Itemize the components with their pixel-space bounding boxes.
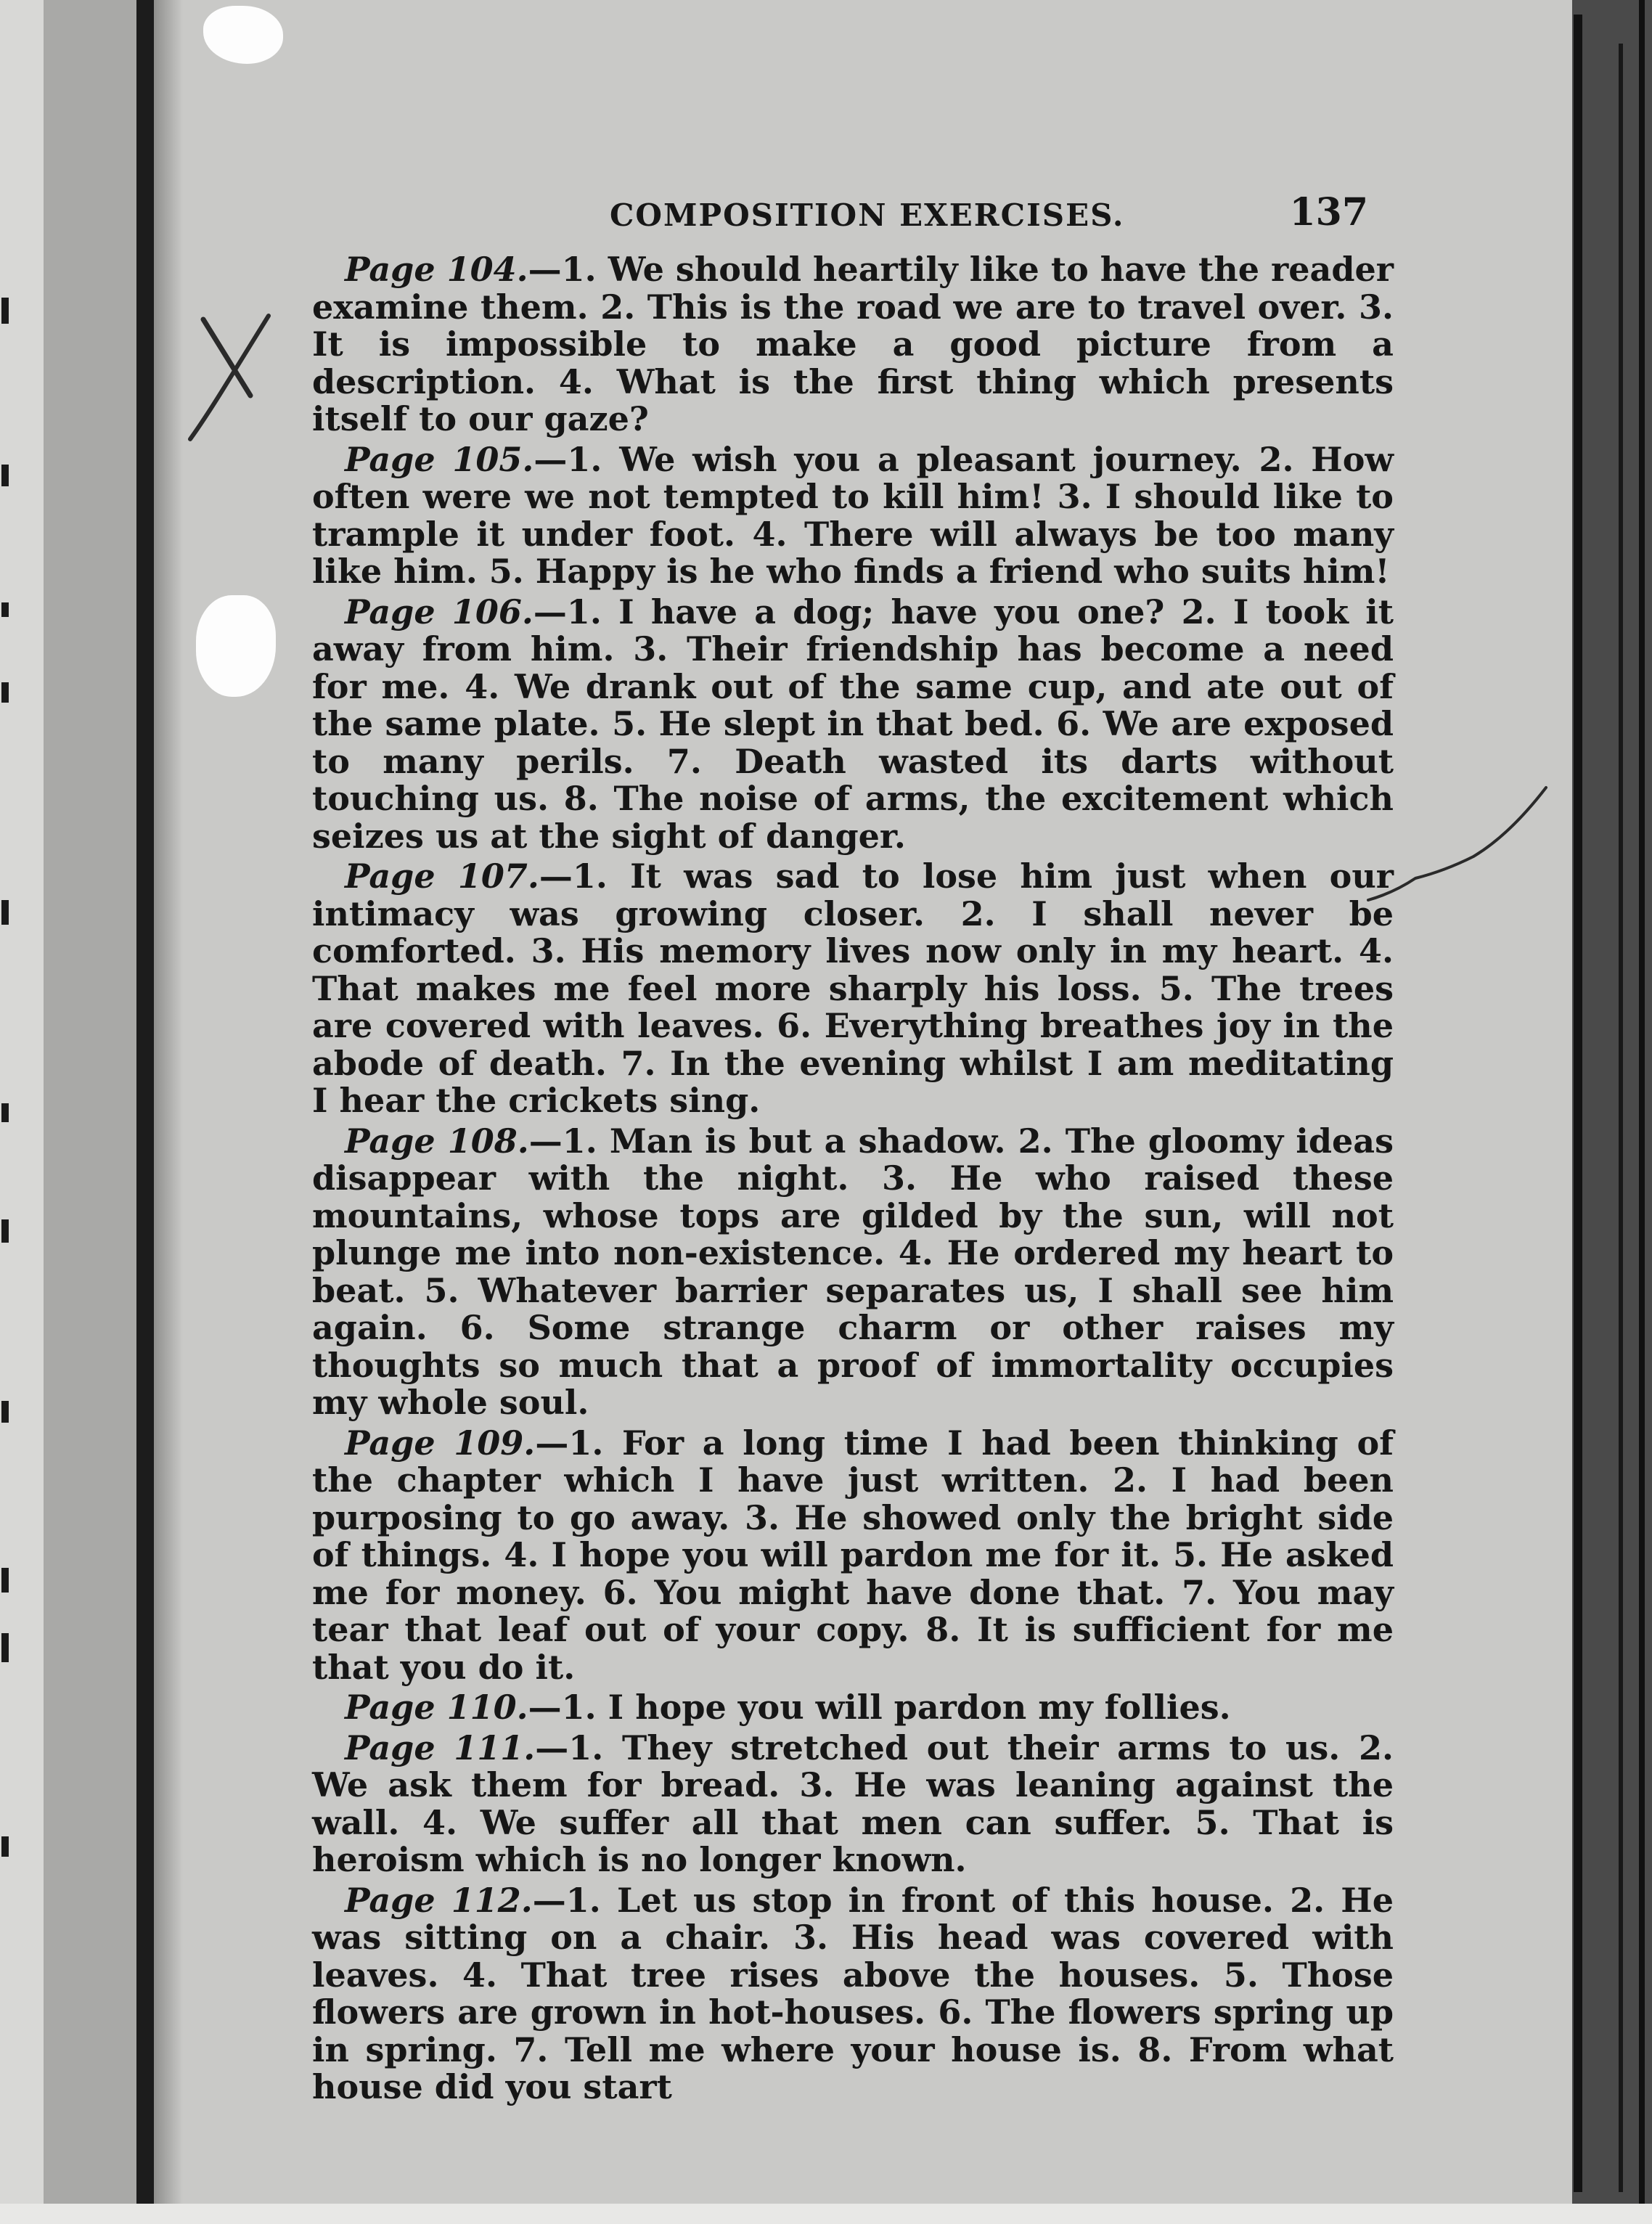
exercise-paragraph: [312, 441, 1394, 591]
exercise-text: 1. Man is but a shadow. 2. The gloomy ideas disappear with the night. 3. He who raised these mountains, whose tops are gilded by the sun, will not plunge me into non-existence. 4. He ordered my heart to beat. 5. Whatever barrier separates us, I shall see him again. 6. Some strange charm or other raises my thoughts so much that a proof of immortality occupies my whole soul.: [312, 1121, 1394, 1422]
page-reference: Page 107.: [345, 857, 539, 896]
exercise-paragraph: [312, 594, 1394, 856]
exercise-paragraph: [312, 251, 1394, 438]
exercise-paragraph: [312, 1689, 1394, 1727]
scan-bottom-strip: [0, 2204, 1652, 2224]
page-reference: Page 104.: [345, 250, 528, 289]
page-reference: Page 110.: [345, 1688, 528, 1727]
dash: —: [532, 1880, 566, 1920]
pencil-x-mark: [181, 305, 283, 443]
exercise-paragraph: [312, 1425, 1394, 1687]
left-page-fragments: [0, 276, 22, 2018]
page-reference: Page 105.: [345, 439, 534, 479]
page-reference: Page 109.: [345, 1423, 536, 1463]
page-reference: Page 108.: [345, 1121, 529, 1161]
exercise-text: 1. For a long time I had been thinking of the chapter which I have just written. 2. I had been purposing to go away. 3. He showed only the bright side of things. 4. I hope you will pardon me for it. 5. He asked me for money. 6. You might have done that. 7. You may tear that leaf out of your copy. 8. It is sufficient for me that you do it.: [312, 1423, 1394, 1687]
dash: —: [528, 1688, 562, 1727]
page-reference: Page 111.: [345, 1728, 536, 1767]
exercise-paragraph: [312, 858, 1394, 1120]
exercise-paragraph: [312, 1123, 1394, 1422]
page-number: 137: [1289, 190, 1368, 234]
dash: —: [533, 592, 567, 631]
dash: —: [528, 1121, 563, 1161]
page-reference: Page 112.: [345, 1880, 533, 1920]
exercise-text: 1. We wish you a pleasant journey. 2. How often were we not tempted to kill him! 3. I should like to trample it under foot. 4. There will always be too many like him. 5. Happy is he who finds a friend who suits him!: [312, 439, 1394, 591]
text-column: [312, 190, 1394, 2109]
right-edge-line: [1619, 44, 1623, 2192]
dash: —: [539, 857, 573, 896]
right-edge-line: [1574, 15, 1582, 2192]
binding-shadow: [154, 0, 183, 2224]
exercise-text: 1. I have a dog; have you one? 2. I took it away from him. 3. Their friendship has become a need for me. 4. We drank out of the same cup, and ate out of the same plate. 5. He slept in that bed. 6. We are exposed to many perils. 7. Death wasted its darts without touching us. 8. The noise of arms, the excitement which seizes us at the sight of danger.: [312, 592, 1394, 856]
book-binding: [136, 0, 154, 2224]
dash: —: [535, 1423, 569, 1463]
exercise-text: 1. I hope you will pardon my follies.: [561, 1688, 1231, 1727]
dash: —: [528, 250, 562, 289]
paper-damage-spot: [203, 6, 283, 64]
exercise-text: 1. We should heartily like to have the reader examine them. 2. This is the road we are to travel over. 3. It is impossible to make a good picture from a description. 4. What is the first thing which presents itself to our gaze?: [312, 250, 1394, 438]
exercise-text: 1. Let us stop in front of this house. 2. He was sitting on a chair. 3. His head was covered with leaves. 4. That tree rises above the houses. 5. Those flowers are grown in hot-houses. 6. The flowers spring up in spring. 7. Tell me where your house is. 8. From what house did you start: [312, 1880, 1394, 2106]
right-edge-line: [1639, 0, 1645, 2224]
running-header: [312, 190, 1394, 251]
dash: —: [535, 1728, 569, 1767]
paper-damage-spot: [196, 595, 276, 697]
page-reference: Page 106.: [345, 592, 533, 631]
exercise-text: 1. They stretched out their arms to us. 2. We ask them for bread. 3. He was leaning against the wall. 4. We suffer all that men can suffer. 5. That is heroism which is no longer known.: [312, 1728, 1394, 1879]
exercise-text: 1. It was sad to lose him just when our intimacy was growing closer. 2. I shall never be comforted. 3. His memory lives now only in my heart. 4. That makes me feel more sharply his loss. 5. The trees are covered with leaves. 6. Everything breathes joy in the abode of death. 7. In the evening whilst I am meditating I hear the crickets sing.: [312, 857, 1394, 1120]
dash: —: [533, 439, 568, 479]
running-title: COMPOSITION EXERCISES.: [610, 197, 1125, 233]
exercise-paragraph: [312, 1730, 1394, 1879]
exercise-paragraph: [312, 1882, 1394, 2106]
